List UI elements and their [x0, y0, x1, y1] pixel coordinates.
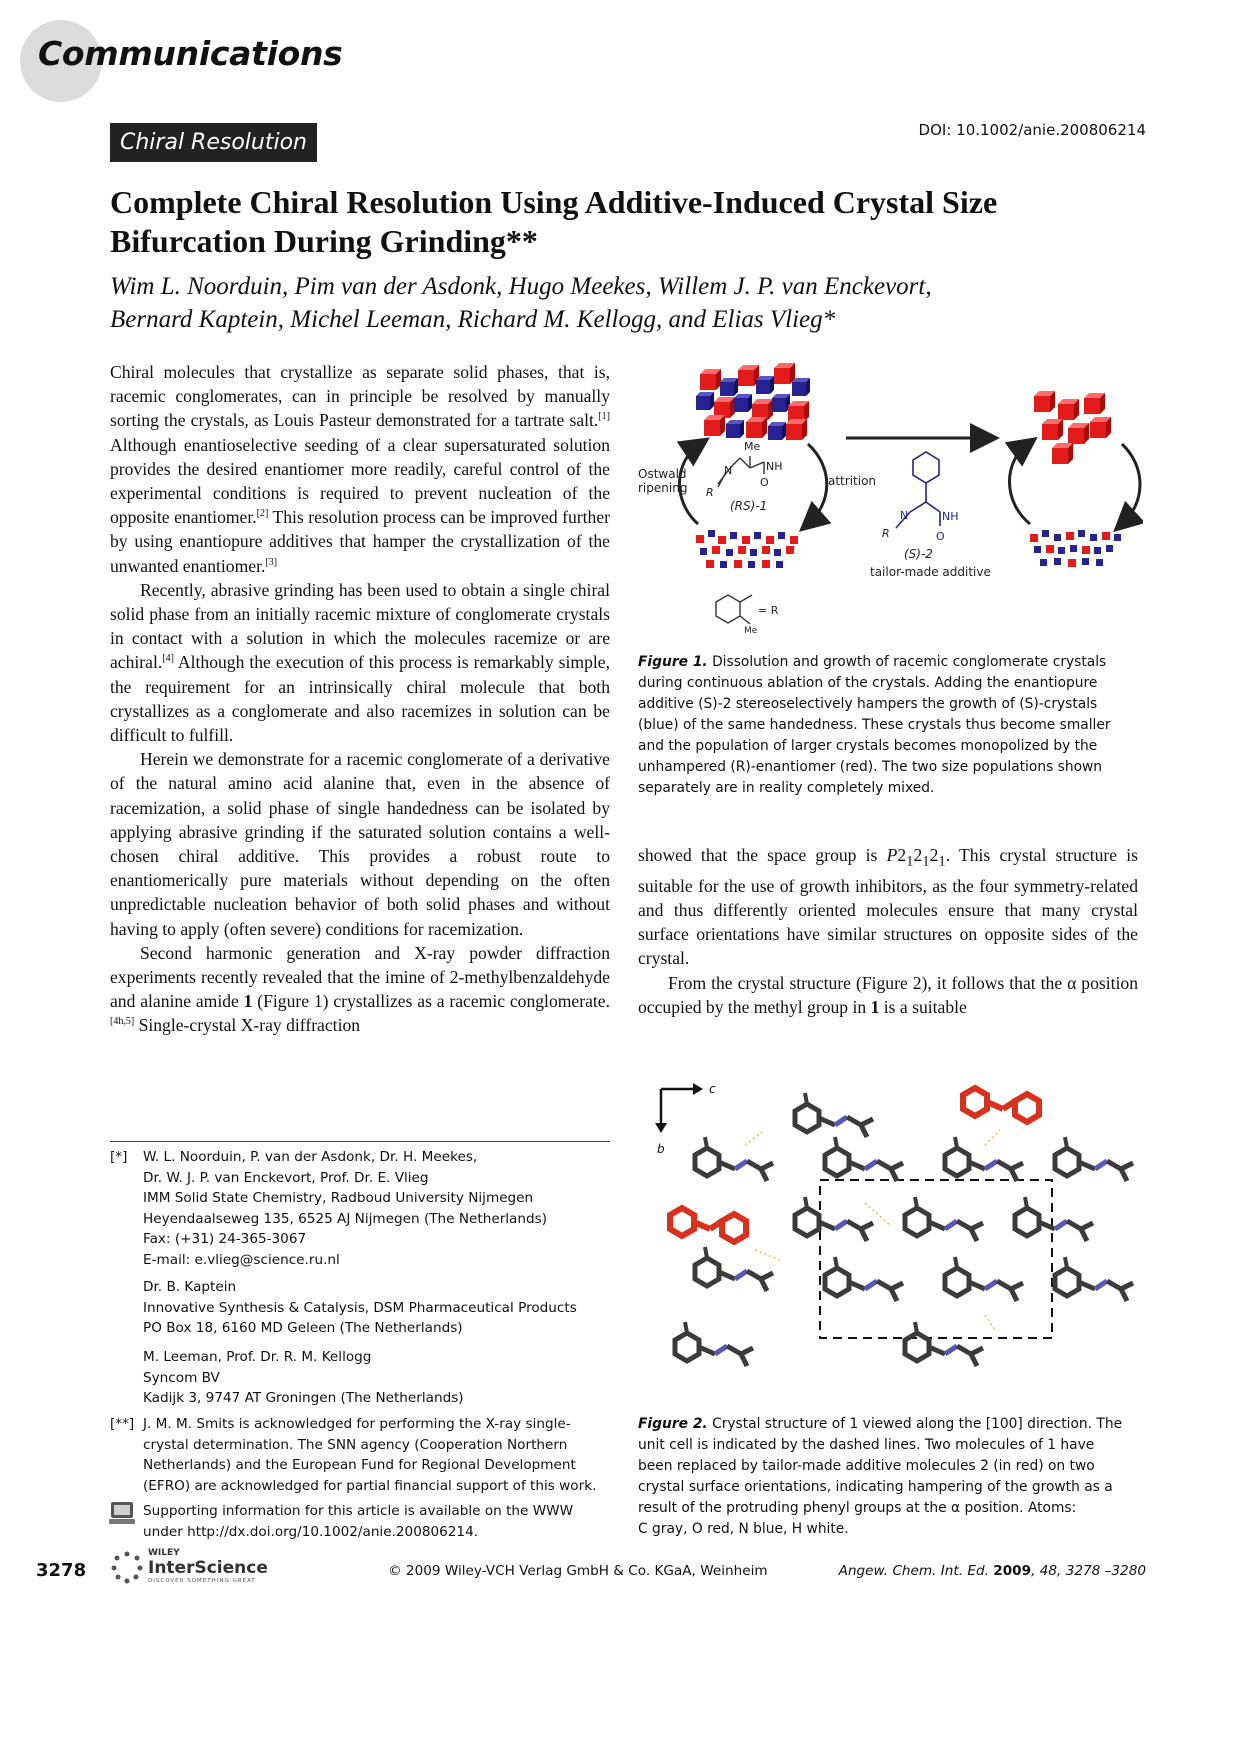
footnote-supporting-info: Supporting information for this article is available on the WWW under http://dx.doi.org/10.1002/anie.200806214.: [143, 1501, 613, 1542]
mixed-small-crystals-left: [696, 530, 798, 568]
figure-1-caption: Figure 1. Dissolution and growth of racemic conglomerate crystals during continuous ablation of the crystals. Adding the enantiopure additive (S)-2 stereoselectively hampers the growth of (S)-crystals (blue) of the same handedness. These crystals thus become smaller and the population of larger crystals becomes monopolized by the unhampered (R)-enantiomer (red). The two size populations shown separately are in reality completely mixed.: [638, 654, 1111, 796]
reference-2[interactable]: [2]: [256, 508, 269, 520]
footnote-divider: [110, 1141, 610, 1142]
paragraph-5: showed that the space group is $P2_12_12_1$. This crystal structure is suitable for the use of growth inhibitors, as the four symmetry-related and thus differently oriented molecules ensure that many crystal surface orientations have similar structures on opposite sides of the crystal.: [638, 845, 1138, 969]
cycle-arrow-down: [808, 444, 827, 524]
section-name: Communications: [38, 34, 343, 73]
footnote-affiliation-1: W. L. Noorduin, P. van der Asdonk, Dr. H. Meekes, Dr. W. J. P. van Enckevort, Prof. Dr. E. Vlieg IMM Solid State Chemistry, Radboud University Nijmegen Heyendaalseweg 135, 6525 AJ Nijmegen (The Netherlands) Fax: (+31) 24-365-3067 E-mail: e.vlieg@science.ru.nl: [143, 1147, 613, 1270]
authors-line-2: Bernard Kaptein, Michel Leeman, Richard M. Kellogg, and Elias Vlieg*: [110, 306, 836, 333]
figure-2-crystal-structure: [645, 1075, 1140, 1405]
mixed-large-crystals: [696, 363, 810, 440]
journal-citation: Angew. Chem. Int. Ed. 2009, 48, 3278 –3280: [838, 1563, 1146, 1579]
body-left-column: [110, 360, 610, 1038]
svg-text:Me: Me: [744, 440, 761, 453]
copyright: © 2009 Wiley-VCH Verlag GmbH & Co. KGaA, Weinheim: [388, 1563, 768, 1579]
footnote-acknowledgement: J. M. M. Smits is acknowledged for performing the X-ray single- crystal determination. The SNN agency (Cooperation Northern Netherlands) and the European Fund for Regional Development (EFRO) are acknowledged for partial financial support of this work.: [143, 1416, 597, 1494]
r-group-structure: [716, 595, 752, 624]
label-s2: (S)-2: [904, 547, 933, 561]
reference-1[interactable]: [1]: [598, 411, 610, 423]
svg-text:Me: Me: [744, 626, 758, 636]
svg-text:N: N: [900, 509, 909, 522]
topic-badge: Chiral Resolution: [110, 123, 317, 162]
contact-email[interactable]: E-mail: e.vlieg@science.ru.nl: [143, 1251, 340, 1268]
large-red-crystals: [1034, 391, 1111, 464]
label-attrition: attrition: [828, 474, 877, 488]
supporting-info-icon: [108, 1500, 136, 1526]
label-ostwald: Ostwald: [638, 467, 687, 481]
svg-text:N: N: [724, 464, 733, 477]
supporting-info-link[interactable]: under http://dx.doi.org/10.1002/anie.200806214.: [143, 1523, 479, 1540]
svg-text:NH: NH: [766, 460, 783, 473]
svg-text:O: O: [760, 476, 769, 489]
body-right-column: [638, 843, 1138, 1019]
reference-5[interactable]: [4h,5]: [110, 1016, 135, 1028]
footnote-affiliation-3: M. Leeman, Prof. Dr. R. M. Kellogg Syncom BV Kadijk 3, 9747 AT Groningen (The Netherlands): [143, 1349, 464, 1406]
svg-text:O: O: [936, 530, 945, 543]
doi[interactable]: DOI: 10.1002/anie.200806214: [918, 121, 1146, 139]
footnote-marker-affiliation: [*]: [110, 1149, 128, 1165]
additive-molecule-top: [963, 1088, 1039, 1122]
mixed-small-crystals-right: [1030, 530, 1121, 567]
paragraph-4: Second harmonic generation and X-ray powder diffraction experiments recently revealed that the imine of 2-methylbenzaldehyde and alanine amide 1 (Figure 1) crystallizes as a racemic conglomerate.[4h,5] Single-crystal X-ray diffraction: [110, 942, 610, 1036]
unit-cell: [820, 1180, 1052, 1338]
reference-4[interactable]: [4]: [162, 653, 174, 665]
label-rs1: (RS)-1: [730, 499, 768, 513]
figure-2-label: Figure 2.: [638, 1416, 708, 1432]
reference-3[interactable]: [3]: [265, 556, 278, 568]
footnote-marker-acknowledgement: [**]: [110, 1416, 135, 1432]
svg-text:R: R: [882, 527, 890, 540]
label-ripening: ripening: [638, 481, 688, 495]
article-title: Complete Chiral Resolution Using Additive-Induced Crystal Size Bifurcation During Grinding**: [110, 184, 998, 259]
authors-line-1: Wim L. Noorduin, Pim van der Asdonk, Hugo Meekes, Willem J. P. van Enckevort,: [110, 273, 932, 300]
svg-text:= R: = R: [758, 604, 779, 617]
paragraph-6: From the crystal structure (Figure 2), it follows that the α position occupied by the methyl group in 1 is a suitable: [638, 972, 1138, 1017]
paragraph-3: Herein we demonstrate for a racemic conglomerate of a derivative of the natural amino acid alanine that, even in the absence of racemization, a solid phase of single handedness can be isolated by applying abrasive grinding if the saturated solution contains a well-chosen chiral additive. This provides a robust route to enantiomerically pure materials without depending on the often unpredictable nucleation behavior of both solid phases and without having to apply (often severe) conditions for racemization.: [110, 749, 610, 939]
figure-2-caption: Figure 2. Crystal structure of 1 viewed along the [100] direction. The unit cell is indicated by the dashed lines. Two molecules of 1 have been replaced by tailor-made additive molecules 2 (in red) on two crystal surface orientations, indicating hampering of the growth as a result of the protruding phenyl groups at the α position. Atoms: C gray, O red, N blue, H white.: [638, 1416, 1123, 1537]
axis-c-label: c: [709, 1082, 716, 1096]
paragraph-1: Chiral molecules that crystallize as separate solid phases, that is, racemic conglomerates, can in principle be resolved by manually sorting the crystals, as Louis Pasteur demonstrated for a tartrate salt.[1] Although enantioselective seeding of a clear supersaturated solution provides the desired enantiomer more readily, careful control of the experimental conditions is required to prevent nucleation of the opposite enantiomer.[2] This resolution process can be improved further by using enantiopure additives that hamper the crystallization of the unwanted enantiomer.[3]: [110, 362, 610, 576]
footnote-affiliation-2: Dr. B. Kaptein Innovative Synthesis & Catalysis, DSM Pharmaceutical Products PO Box 18, 6160 MD Geleen (The Netherlands): [143, 1279, 577, 1336]
svg-text:R: R: [706, 486, 714, 499]
author-list: [110, 270, 1120, 336]
page-number: 3278: [36, 1560, 87, 1581]
label-additive: tailor-made additive: [870, 565, 991, 579]
additive-molecule-left: [670, 1208, 746, 1242]
figure-1-scheme: [638, 362, 1143, 652]
figure-1-label: Figure 1.: [638, 654, 708, 670]
axis-b-label: b: [657, 1142, 665, 1156]
interscience-logo-icon: [110, 1550, 144, 1584]
svg-text:NH: NH: [942, 510, 959, 523]
paragraph-2: Recently, abrasive grinding has been used to obtain a single chiral solid phase from an initially racemic mixture of conglomerate crystals in contact with a solution in which the molecules racemize or are achiral.[4] Although the execution of this process is remarkably simple, the requirement for an intrinsically chiral molecule that both crystallizes as a conglomerate and also racemizes in solution can be difficult to fulfill.: [110, 579, 610, 746]
